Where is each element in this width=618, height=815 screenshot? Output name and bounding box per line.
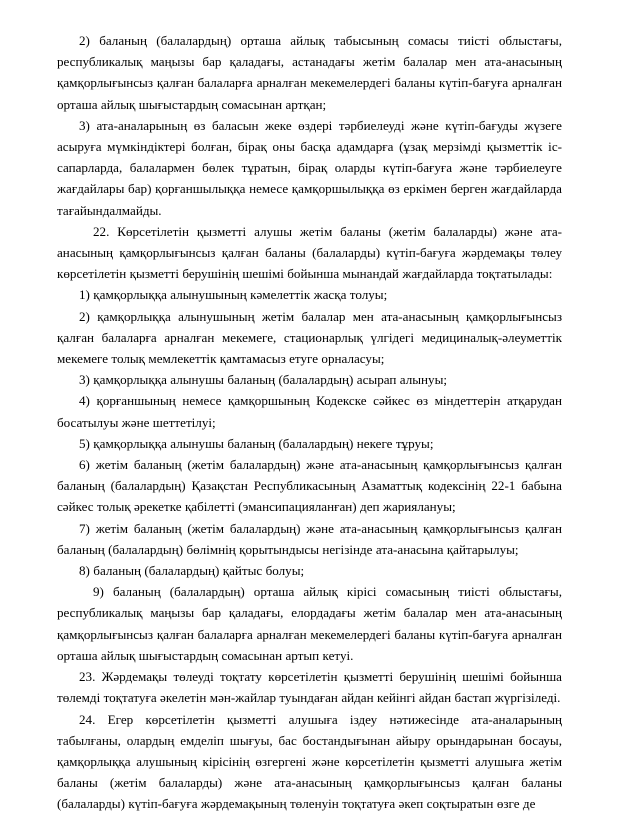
paragraph-clause-24: 24. Егер көрсетілетін қызметті алушыға іздеу нәтижесінде ата-аналарының табылғаны, олардың емделіп шығуы, бас бостандығынан айыру орындарынан босауы, қамқорлыққа алушының кірісінің өзгергені және көрсетілетін қызметті алушыға жетім баланы (жетім балаларды) және ата-анасының қамқорлығынсыз қалған баланы (балаларды) күтіп-бағуға жәрдемақының төленуін тоқтатуға әкеп соқтыратын өзге де — [57, 711, 562, 812]
paragraph-item-3-parents: 3) ата-аналарының өз баласын жеке өздері тәрбиелеуді және күтіп-бағуды жүзеге асыруға мүмкіндіктері болған, бірақ оны басқа адамдарға (ұзақ мерзімді қызметтік іс-сапарларда, балалармен бөлек тұратын, бірақ оларды күтіп-бағуға және тәрбиелеуге жағдайлары бар) қорғаншылыққа немесе қамқоршылыққа өз еркімен берген жағдайларда тағайындалмайды. — [57, 117, 562, 218]
paragraph-item-2-income: 2) баланың (балалардың) орташа айлық табысының сомасы тиісті облыстағы, республикалық маңызы бар қаладағы, астанадағы жетім балалар мен ата-анасының қамқорлығынсыз қалған балаларға арналған мекемелердегі баланы күтіп-бағуға арналған орташа айлық шығыстардың сомасынан артқан; — [57, 33, 562, 112]
document-text-body — [57, 30, 562, 815]
paragraph-item-22-2: 2) қамқорлыққа алынушының жетім балалар мен ата-анасының қамқорлығынсыз қалған балаларға арналған мекемеге, стационарлық үлгідегі медициналық-әлеуметтік мекемеге толық мемлекеттік қамтамасыз етуге орналасуы; — [57, 308, 562, 367]
paragraph-item-22-7: 7) жетім баланың (жетім балалардың) және ата-анасының қамқорлығынсыз қалған баланың (балалардың) бөлімнің қорытындысы негізінде ата-анасына қайтарылуы; — [57, 520, 562, 557]
paragraph-clause-23: 23. Жәрдемақы төлеуді тоқтату көрсетілетін қызметті берушінің шешімі бойынша төлемді тоқтатуға әкелетін мән-жайлар туындаған айдан кейінгі айдан бастап жүргізіледі. — [57, 669, 562, 706]
paragraph-item-22-5: 5) қамқорлыққа алынушы баланың (балалардың) некеге тұруы; — [79, 435, 434, 451]
paragraph-item-22-8: 8) баланың (балалардың) қайтыс болуы; — [79, 563, 305, 579]
paragraph-item-22-6: 6) жетім баланың (жетім балалардың) және ата-анасының қамқорлығынсыз қалған баланың (балалардың) Қазақстан Республикасының Азаматтық кодексінің 22-1 бабына сәйкес толық әрекетке қабілетті (эмансипацияланған) деп жариялануы; — [57, 457, 562, 515]
paragraph-item-22-9: 9) баланың (балалардың) орташа айлық кірісі сомасының тиісті облыстағы, республикалық маңызы бар қаладағы, елордадағы жетім балалар мен ата-анасының қамқорлығынсыз қалған балаларға арналған мекемелердегі баланы күтіп-бағуға арналған орташа айлық шығыстардың сомасынан артып кетуі. — [57, 584, 562, 663]
paragraph-item-22-1: 1) қамқорлыққа алынушының кәмелеттік жасқа толуы; — [79, 287, 388, 303]
paragraph-item-22-4: 4) қорғаншының немесе қамқоршының Кодекске сәйкес өз міндеттерін атқарудан босатылуы және шеттетілуі; — [57, 393, 562, 430]
paragraph-item-22-3: 3) қамқорлыққа алынушы баланың (балалардың) асырап алынуы; — [79, 372, 448, 388]
paragraph-clause-22: 22. Көрсетілетін қызметті алушы жетім баланы (жетім балаларды) және ата-анасының қамқорлығынсыз қалған баланы (балаларды) күтіп-бағуға жәрдемақы төлеу көрсетілетін қызметті берушінің шешімі бойынша мынандай жағдайларда тоқтатылады: — [57, 223, 562, 282]
